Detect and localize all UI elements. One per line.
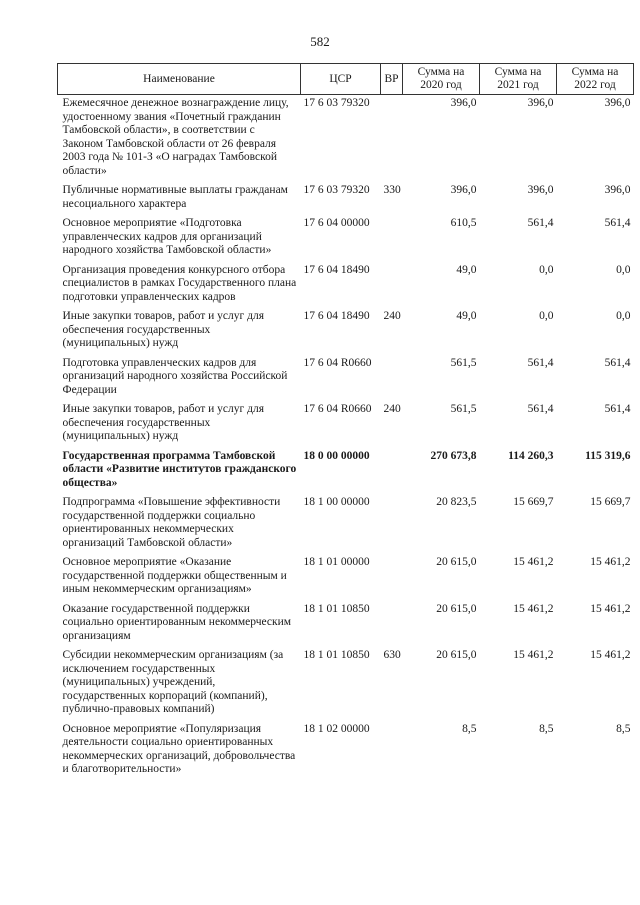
row-name: Иные закупки товаров, работ и услуг для обеспечения государственных (муниципальных) нужд bbox=[62, 310, 264, 349]
row-sum-2022: 561,4 bbox=[604, 217, 631, 229]
row-csr: 18 1 00 00000 bbox=[303, 496, 370, 508]
row-name: Основное мероприятие «Подготовка управленческих кадров для организаций народного хозяйства Тамбовской области» bbox=[62, 217, 272, 256]
row-vr bbox=[381, 721, 403, 781]
row-name: Оказание государственной поддержки социально ориентированным некоммерческим организациям bbox=[62, 602, 292, 642]
row-sum-2020: 396,0 bbox=[450, 97, 477, 109]
row-sum-2021: 561,4 bbox=[527, 217, 554, 229]
table-row bbox=[58, 215, 634, 262]
row-csr: 17 6 04 R0660 bbox=[303, 356, 372, 369]
row-sum-2020: 561,5 bbox=[450, 356, 477, 369]
row-vr: 240 bbox=[383, 403, 401, 415]
row-sum-2020: 610,5 bbox=[450, 217, 477, 229]
row-sum-2022: 8,5 bbox=[616, 722, 631, 735]
table-body bbox=[58, 95, 634, 781]
row-sum-2022: 15 669,7 bbox=[590, 496, 631, 508]
table-row bbox=[58, 308, 634, 355]
row-csr: 18 1 02 00000 bbox=[303, 722, 370, 735]
row-sum-2021: 561,4 bbox=[527, 356, 554, 369]
row-vr bbox=[381, 554, 403, 601]
row-sum-2022: 15 461,2 bbox=[590, 602, 631, 615]
row-vr bbox=[381, 215, 403, 262]
row-sum-2020: 8,5 bbox=[462, 722, 477, 735]
header-sum-2021: Сумма на 2021 год bbox=[480, 64, 557, 95]
row-vr: 630 bbox=[383, 649, 401, 661]
row-sum-2020: 270 673,8 bbox=[430, 449, 477, 462]
table-header-row bbox=[58, 64, 634, 95]
table-row bbox=[58, 182, 634, 215]
row-vr bbox=[381, 448, 403, 495]
row-sum-2021: 15 461,2 bbox=[513, 556, 554, 568]
row-name: Субсидии некоммерческим организациям (за исключением государственных (муниципальных) учреждений, государственных корпораций (компаний), публично-правовых компаний) bbox=[62, 649, 284, 715]
table-row bbox=[58, 554, 634, 601]
table-row bbox=[58, 448, 634, 495]
row-sum-2020: 20 615,0 bbox=[436, 602, 477, 615]
row-name: Ежемесячное денежное вознаграждение лицу, удостоенному звания «Почетный гражданин Тамбовской области», в соответствии с Законом Тамбовской области от 26 февраля 2003 года № 101-З «О наградах Тамбовской области» bbox=[62, 97, 289, 177]
row-name: Организация проведения конкурсного отбора специалистов в рамках Государственного плана подготовки управленческих кадров bbox=[62, 263, 297, 303]
row-name: Иные закупки товаров, работ и услуг для обеспечения государственных (муниципальных) нужд bbox=[62, 403, 264, 442]
row-name: Публичные нормативные выплаты гражданам несоциального характера bbox=[62, 184, 288, 210]
row-sum-2021: 15 461,2 bbox=[513, 649, 554, 661]
row-csr: 18 1 01 10850 bbox=[303, 602, 370, 615]
header-sum-2022: Сумма на 2022 год bbox=[557, 64, 634, 95]
row-sum-2021: 15 669,7 bbox=[513, 496, 554, 508]
row-sum-2022: 561,4 bbox=[604, 356, 631, 369]
row-sum-2022: 561,4 bbox=[604, 403, 631, 415]
table-row bbox=[58, 355, 634, 402]
table-row bbox=[58, 401, 634, 448]
row-sum-2020: 20 615,0 bbox=[436, 556, 477, 568]
row-vr: 330 bbox=[383, 184, 401, 196]
row-sum-2020: 20 823,5 bbox=[436, 496, 477, 508]
row-sum-2021: 561,4 bbox=[527, 403, 554, 415]
row-vr: 240 bbox=[383, 310, 401, 322]
table-row bbox=[58, 95, 634, 183]
table-row bbox=[58, 494, 634, 554]
row-vr bbox=[381, 601, 403, 648]
row-vr bbox=[381, 262, 403, 309]
row-name: Подпрограмма «Повышение эффективности государственной поддержки социально ориентированных некоммерческих организаций Тамбовской области» bbox=[62, 496, 281, 549]
row-csr: 18 1 01 10850 bbox=[303, 649, 370, 661]
row-name: Основное мероприятие «Популяризация деятельности социально ориентированных некоммерческих организаций, добровольчества и благотворительности» bbox=[62, 722, 296, 775]
header-name: Наименование bbox=[58, 64, 301, 95]
row-name: Государственная программа Тамбовской области «Развитие институтов гражданского общества» bbox=[62, 449, 297, 489]
row-sum-2020: 49,0 bbox=[456, 310, 477, 322]
row-sum-2021: 8,5 bbox=[539, 722, 554, 735]
row-sum-2022: 15 461,2 bbox=[590, 556, 631, 568]
row-vr bbox=[381, 494, 403, 554]
page-number: 582 bbox=[310, 34, 330, 49]
header-vr: ВР bbox=[381, 64, 403, 95]
header-sum-2020: Сумма на 2020 год bbox=[403, 64, 480, 95]
row-sum-2022: 0,0 bbox=[616, 310, 631, 322]
row-sum-2022: 0,0 bbox=[616, 263, 631, 276]
row-sum-2021: 114 260,3 bbox=[508, 449, 554, 462]
row-sum-2020: 396,0 bbox=[450, 184, 477, 196]
row-sum-2021: 396,0 bbox=[527, 184, 554, 196]
row-csr: 18 1 01 00000 bbox=[303, 556, 370, 568]
row-sum-2022: 396,0 bbox=[604, 97, 631, 109]
row-csr: 17 6 03 79320 bbox=[303, 184, 370, 196]
header-csr: ЦСР bbox=[301, 64, 381, 95]
row-sum-2021: 0,0 bbox=[539, 310, 554, 322]
table-row bbox=[58, 721, 634, 781]
row-csr: 17 6 04 00000 bbox=[303, 217, 370, 229]
row-sum-2022: 15 461,2 bbox=[590, 649, 631, 661]
row-vr bbox=[381, 95, 403, 183]
row-sum-2021: 0,0 bbox=[539, 263, 554, 276]
row-sum-2020: 561,5 bbox=[450, 403, 477, 415]
row-name: Подготовка управленческих кадров для организаций народного хозяйства Российской Федерации bbox=[62, 356, 288, 396]
row-sum-2021: 15 461,2 bbox=[513, 602, 554, 615]
row-csr: 17 6 04 18490 bbox=[303, 310, 370, 322]
table-row bbox=[58, 647, 634, 721]
table-row bbox=[58, 601, 634, 648]
row-sum-2022: 396,0 bbox=[604, 184, 631, 196]
row-vr bbox=[381, 355, 403, 402]
row-sum-2022: 115 319,6 bbox=[585, 449, 631, 462]
budget-table bbox=[57, 63, 634, 781]
row-sum-2020: 20 615,0 bbox=[436, 649, 477, 661]
row-name: Основное мероприятие «Оказание государственной поддержки общественным и иным некоммерческим организациям» bbox=[62, 556, 287, 595]
table-row bbox=[58, 262, 634, 309]
row-csr: 17 6 04 18490 bbox=[303, 263, 370, 276]
row-sum-2021: 396,0 bbox=[527, 97, 554, 109]
row-csr: 17 6 04 R0660 bbox=[303, 403, 372, 415]
row-csr: 17 6 03 79320 bbox=[303, 97, 370, 109]
row-csr: 18 0 00 00000 bbox=[303, 449, 370, 462]
row-sum-2020: 49,0 bbox=[456, 263, 477, 276]
